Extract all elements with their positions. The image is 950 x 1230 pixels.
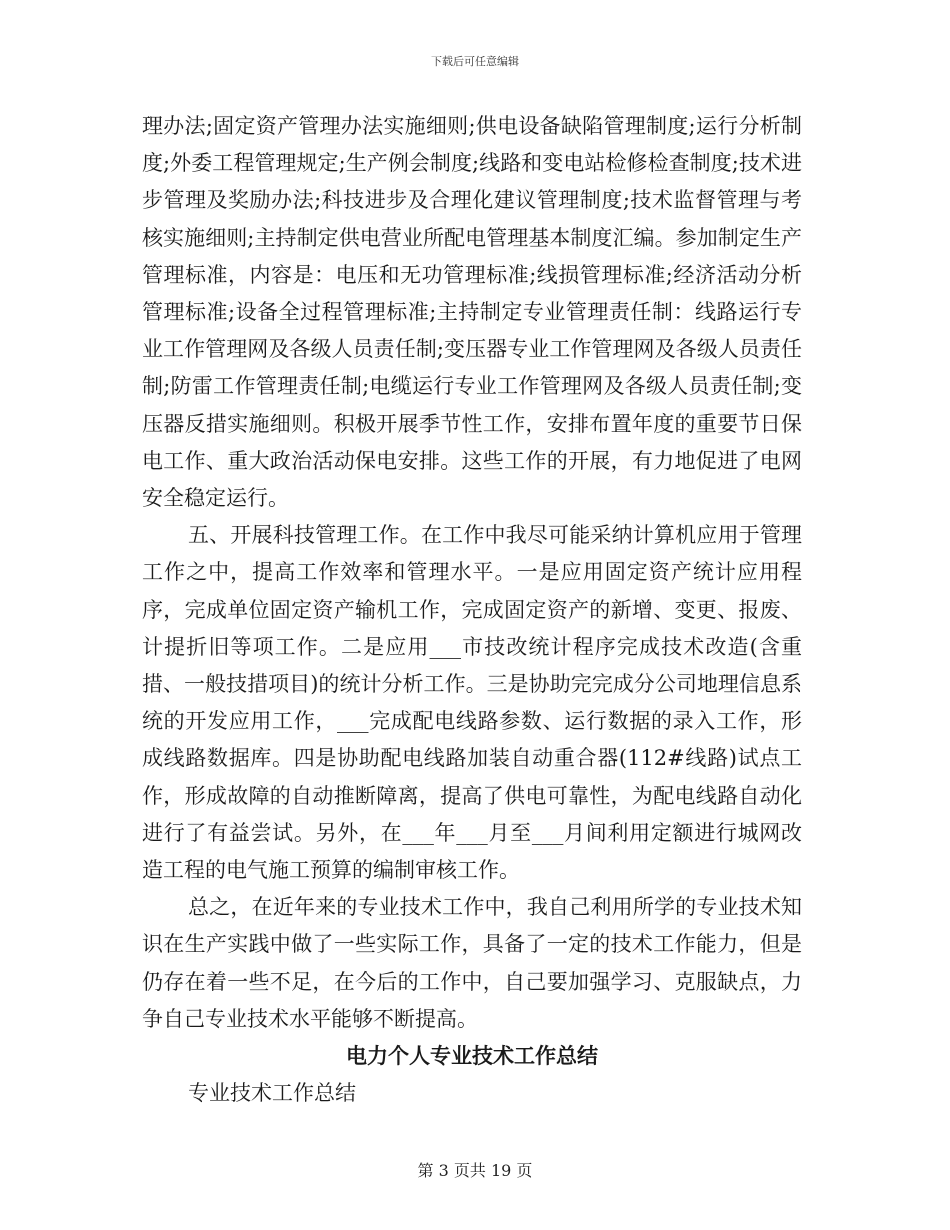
paragraph-tech-management: 五、开展科技管理工作。在工作中我尽可能采纳计算机应用于管理工作之中，提高工作效率和管理水平。一是应用固定资产统计应用程序，完成单位固定资产输机工作，完成固定资产的新增、变更、报废、计提折旧等项工作。二是应用___市技改统计程序完成技术改造(含重措、一般技措项目)的统计分析工作。三是协助完完成分公司地理信息系统的开发应用工作，___完成配电线路参数、运行数据的录入工作，形成线路数据库。四是协助配电线路加装自动重合器(112#线路)试点工作，形成故障的自动推断障离，提高了供电可靠性，为配电线路自动化进行了有益尝试。另外，在___年___月至___月间利用定额进行城网改造工程的电气施工预算的编制审核工作。 <box>142 523 802 883</box>
page-footer: 第 3 页共 19 页 <box>417 1161 533 1180</box>
page-header: 下载后可任意编辑 <box>431 55 519 68</box>
paragraph-conclusion: 总之，在近年来的专业技术工作中，我自己利用所学的专业技术知识在生产实践中做了一些实际工作，具备了一定的技术工作能力，但是仍存在着一些不足，在今后的工作中，自己要加强学习、克服缺点，力争自己专业技术水平能够不断提高。 <box>142 895 802 1031</box>
document-body <box>142 108 802 1112</box>
paragraph-management-rules: 理办法;固定资产管理办法实施细则;供电设备缺陷管理制度;运行分析制度;外委工程管理规定;生产例会制度;线路和变电站检修检查制度;技术进步管理及奖励办法;科技进步及合理化建议管理制度;技术监督管理与考核实施细则;主持制定供电营业所配电管理基本制度汇编。参加制定生产管理标准，内容是：电压和无功管理标准;线损管理标准;经济活动分析管理标准;设备全过程管理标准;主持制定专业管理责任制：线路运行专业工作管理网及各级人员责任制;变压器专业工作管理网及各级人员责任制;防雷工作管理责任制;电缆运行专业工作管理网及各级人员责任制;变压器反措实施细则。积极开展季节性工作，安排布置年度的重要节日保电工作、重大政治活动保电安排。这些工作的开展，有力地促进了电网安全稳定运行。 <box>142 114 802 511</box>
section-subtitle: 专业技术工作总结 <box>188 1081 356 1106</box>
section-title: 电力个人专业技术工作总结 <box>346 1044 598 1069</box>
